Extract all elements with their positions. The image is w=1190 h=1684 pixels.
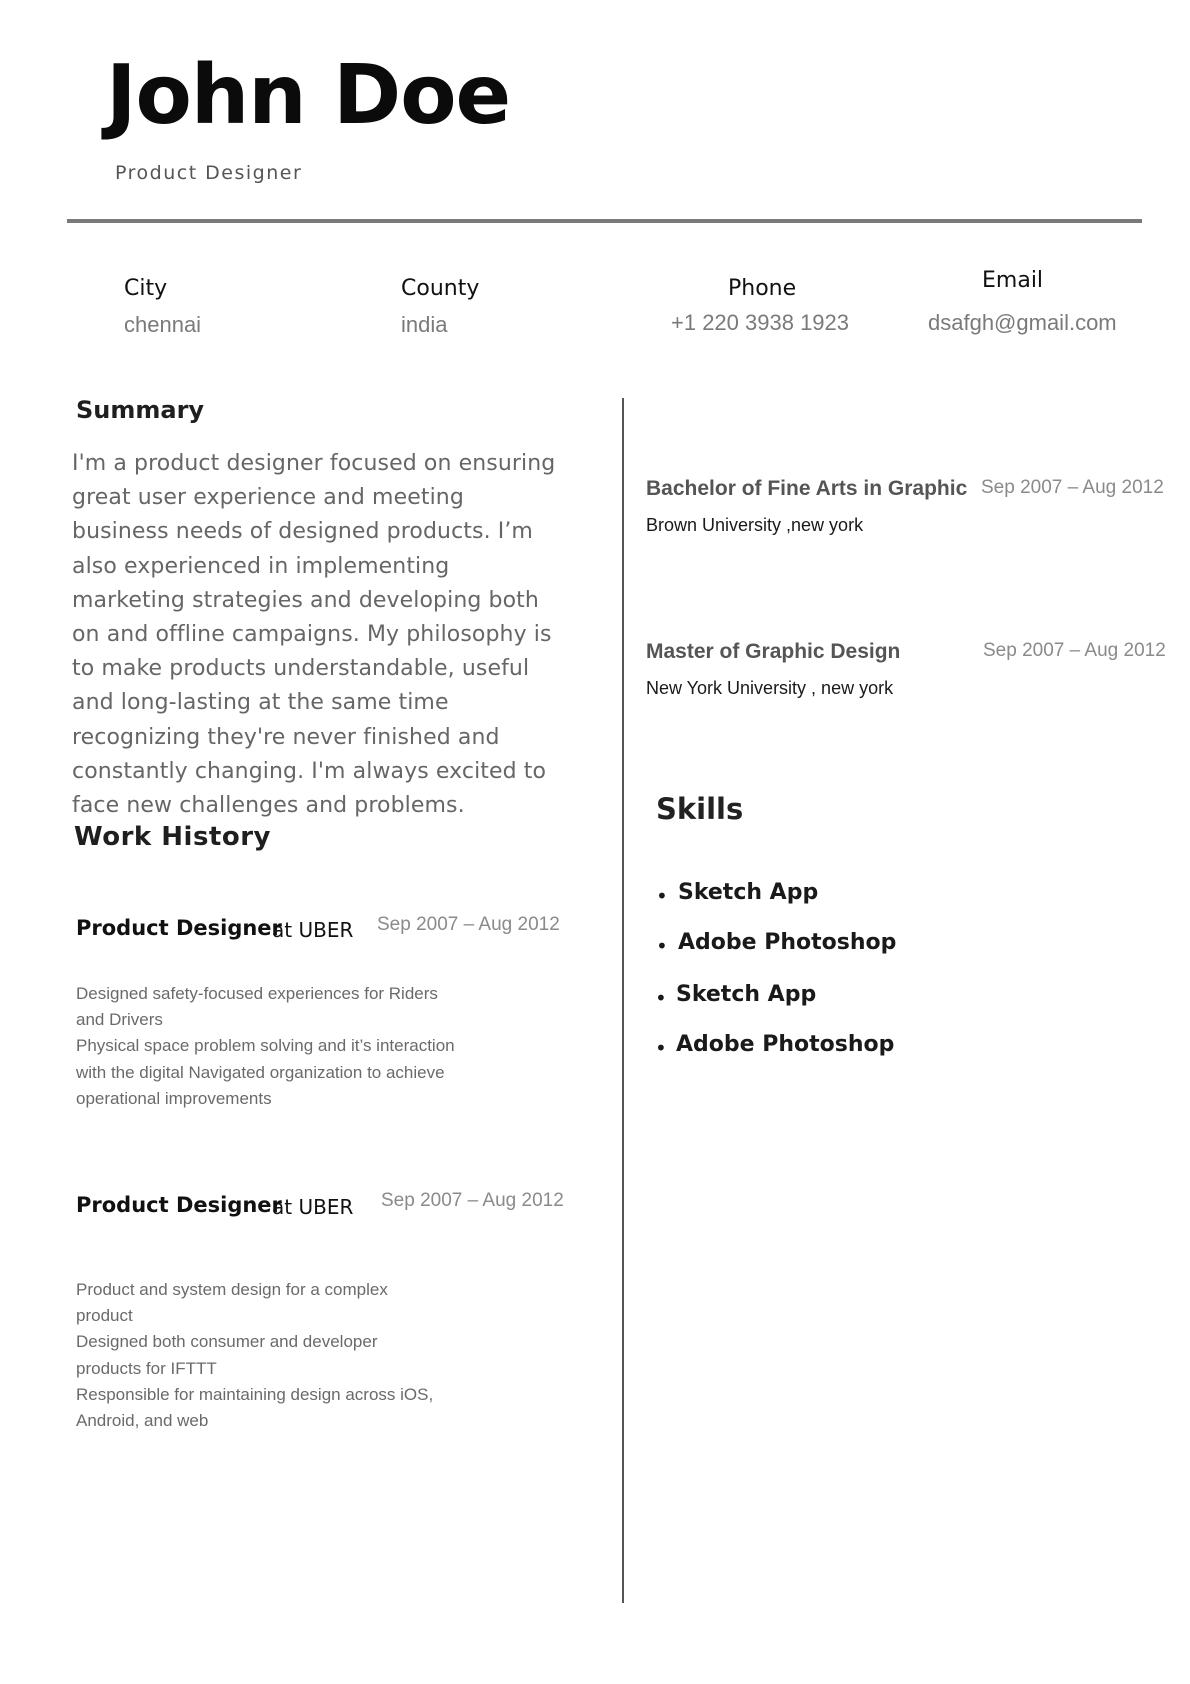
job-company: at UBER — [272, 918, 354, 942]
contact-value-email[interactable]: dsafgh@gmail.com — [928, 310, 1117, 335]
contact-value-county: india — [401, 312, 448, 337]
skill-item: Adobe Photoshop — [678, 930, 897, 955]
summary-heading: Summary — [76, 396, 205, 424]
job-description — [76, 981, 456, 1112]
job-dates: Sep 2007 – Aug 2012 — [377, 914, 560, 935]
education-dates: Sep 2007 – Aug 2012 — [983, 640, 1166, 661]
job-description-line: Product and system design for a complex product — [76, 1280, 388, 1326]
contact-value-phone: +1 220 3938 1923 — [671, 310, 850, 335]
contact-label-county: County — [401, 276, 480, 301]
contact-value-city: chennai — [124, 312, 202, 337]
contact-label-city: City — [124, 276, 168, 301]
job-description-line: Designed both consumer and developer products for IFTTT — [76, 1332, 378, 1378]
job-description-line: Physical space problem solving and it’s interaction with the digital Navigated organization to achieve operational improvements — [76, 1036, 455, 1108]
contact-label-phone: Phone — [728, 276, 797, 301]
job-description-line: Responsible for maintaining design across iOS, Android, and web — [76, 1384, 434, 1431]
job-title: Product Designer — [76, 1193, 282, 1217]
bullet-icon: • — [655, 986, 667, 1010]
header-divider — [67, 219, 1142, 223]
education-degree: Bachelor of Fine Arts in Graphic — [646, 477, 968, 500]
bullet-icon: • — [656, 934, 668, 958]
job-description-line: Designed safety-focused experiences for Riders and Drivers — [76, 984, 438, 1030]
bullet-icon: • — [656, 884, 668, 908]
education-school: New York University , new york — [646, 678, 894, 698]
skill-item: Sketch App — [676, 982, 817, 1007]
column-divider — [622, 398, 624, 1603]
skill-item: Adobe Photoshop — [676, 1032, 895, 1057]
bullet-icon: • — [655, 1036, 667, 1060]
education-degree: Master of Graphic Design — [646, 640, 901, 663]
education-school: Brown University ,new york — [646, 515, 864, 535]
education-dates: Sep 2007 – Aug 2012 — [981, 477, 1164, 498]
candidate-name: John Doe — [106, 48, 511, 143]
skills-heading: Skills — [656, 792, 744, 826]
job-title: Product Designer — [76, 916, 282, 940]
work-history-heading: Work History — [74, 822, 271, 852]
summary-text: I'm a product designer focused on ensuring great user experience and meeting business needs of designed products. I’m also experienced in implementing marketing strategies and developing both on and offline campaigns. My philosophy is to make products understandable, useful and long-lasting at the same time recognizing they're never finished and constantly changing. I'm always excited to face new challenges and problems. — [72, 451, 556, 819]
job-company: at UBER — [272, 1195, 354, 1219]
job-dates: Sep 2007 – Aug 2012 — [381, 1190, 564, 1211]
job-description — [76, 1277, 436, 1434]
skill-item: Sketch App — [678, 880, 819, 905]
candidate-title: Product Designer — [115, 162, 303, 184]
contact-label-email: Email — [982, 268, 1044, 293]
